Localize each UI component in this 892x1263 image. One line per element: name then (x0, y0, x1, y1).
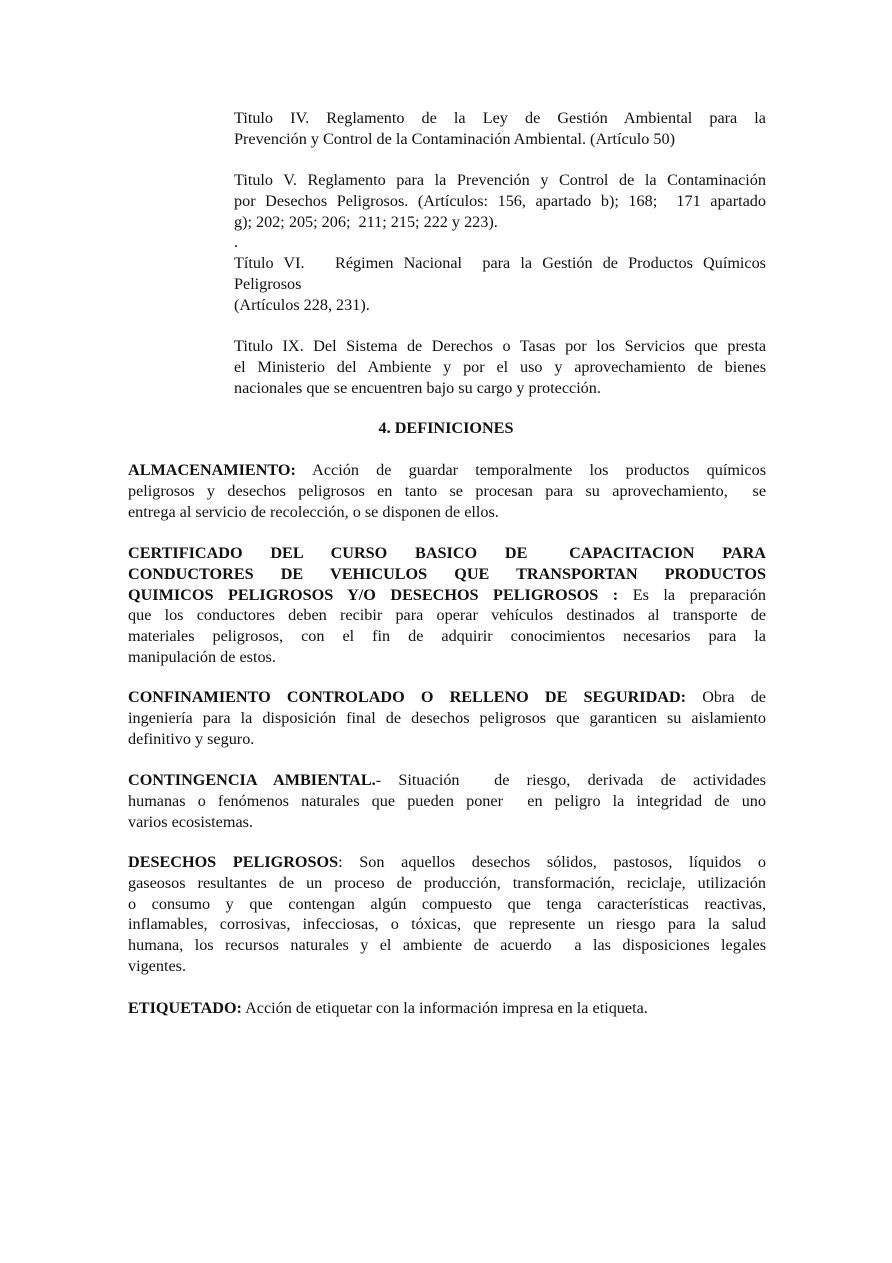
text-line: nacionales que se encuentren bajo su cargo y protección. (234, 378, 601, 397)
text-line: manipulación de estos. (128, 647, 276, 666)
definition-term: CONFINAMIENTO CONTROLADO O RELLENO DE SEGURIDAD: (128, 688, 687, 706)
definition-certificado (128, 543, 766, 668)
text-line: por Desechos Peligrosos. (Artículos: 156, apartado b); 168; 171 apartado (234, 191, 766, 210)
definition-term: ETIQUETADO: (128, 999, 242, 1017)
stray-period: . (234, 233, 239, 252)
text-line (128, 564, 766, 585)
section-heading: 4. DEFINICIONES (378, 419, 514, 437)
text-line: peligrosos y desechos peligrosos en tanto se procesan para su aprovechamiento, se (128, 481, 766, 500)
text-line: Titulo IV. Reglamento de la Ley de Gestión Ambiental para la (234, 109, 766, 127)
text-line: definitivo y seguro. (128, 729, 255, 748)
definition-etiquetado (128, 998, 766, 1019)
text-line: g); 202; 205; 206; 211; 215; 222 y 223). (234, 212, 498, 231)
text-line (128, 543, 766, 564)
text-line: humanas o fenómenos naturales que pueden poner en peligro la integridad de uno (128, 791, 766, 810)
text-line: entrega al servicio de recolección, o se disponen de ellos. (128, 502, 499, 521)
text-line: el Ministerio del Ambiente y por el uso y aprovechamiento de bienes (234, 357, 766, 376)
title-ix-paragraph (234, 336, 766, 398)
text-line: humana, los recursos naturales y el ambiente de acuerdo a las disposiciones legales (128, 936, 766, 955)
text-line: vigentes. (128, 956, 186, 975)
text-line: Prevención y Control de la Contaminación Ambiental. (Artículo 50) (234, 129, 676, 148)
text-line: o consumo y que contengan algún compuesto que tenga características reactivas, (128, 894, 766, 913)
text-line: inflamables, corrosivas, infecciosas, o tóxicas, que represente un riesgo para la salud (128, 915, 766, 934)
text-line (128, 770, 766, 791)
text-line: Titulo V. Reglamento para la Prevención y Control de la Contaminación (234, 171, 766, 189)
text-line: que los conductores deben recibir para operar vehículos destinados al transporte de (128, 606, 766, 625)
text-line: gaseosos resultantes de un proceso de producción, transformación, reciclaje, utilización (128, 873, 766, 892)
text-line (128, 460, 766, 481)
text-line (128, 585, 766, 606)
text-line (128, 687, 766, 708)
text-line (128, 998, 766, 1019)
definition-confinamiento (128, 687, 766, 749)
definition-text: : Son aquellos desechos sólidos, pastosos, líquidos o (338, 853, 766, 871)
definition-text: Obra de (686, 688, 766, 706)
definition-term: CONDUCTORES DE VEHICULOS QUE TRANSPORTAN PRODUCTOS (128, 564, 766, 583)
definition-text: - Situación de riesgo, derivada de actividades (375, 771, 766, 789)
text-line: varios ecosistemas. (128, 812, 253, 831)
definition-term: CONTINGENCIA AMBIENTAL. (128, 771, 376, 789)
text-line (128, 852, 766, 873)
definition-contingencia (128, 770, 766, 832)
definition-almacenamiento (128, 460, 766, 522)
definition-text: Es la preparación (618, 585, 766, 604)
text-line: materiales peligrosos, con el fin de adquirir conocimientos necesarios para la (128, 627, 766, 646)
text-line: ingeniería para la disposición final de desechos peligrosos que garanticen su aislamiento (128, 708, 766, 727)
definition-desechos-peligrosos (128, 852, 766, 977)
definition-term: QUIMICOS PELIGROSOS Y/O DESECHOS PELIGROSOS : (128, 585, 619, 604)
definition-term: ALMACENAMIENTO: (128, 461, 296, 479)
title-iv-paragraph (234, 108, 766, 150)
definition-text: Acción de guardar temporalmente los productos químicos (295, 461, 766, 479)
definition-term: CERTIFICADO DEL CURSO BASICO DE CAPACITACION PARA (128, 544, 766, 562)
title-vi-paragraph (234, 253, 766, 315)
text-line: Titulo IX. Del Sistema de Derechos o Tasas por los Servicios que presta (234, 337, 766, 355)
definition-text: Acción de etiquetar con la información impresa en la etiqueta. (241, 999, 648, 1017)
title-v-paragraph (234, 170, 766, 253)
definition-term: DESECHOS PELIGROSOS (128, 853, 339, 871)
text-line: Título VI. Régimen Nacional para la Gestión de Productos Químicos (234, 254, 766, 272)
text-line: (Artículos 228, 231). (234, 295, 370, 314)
text-line: Peligrosos (234, 274, 302, 293)
